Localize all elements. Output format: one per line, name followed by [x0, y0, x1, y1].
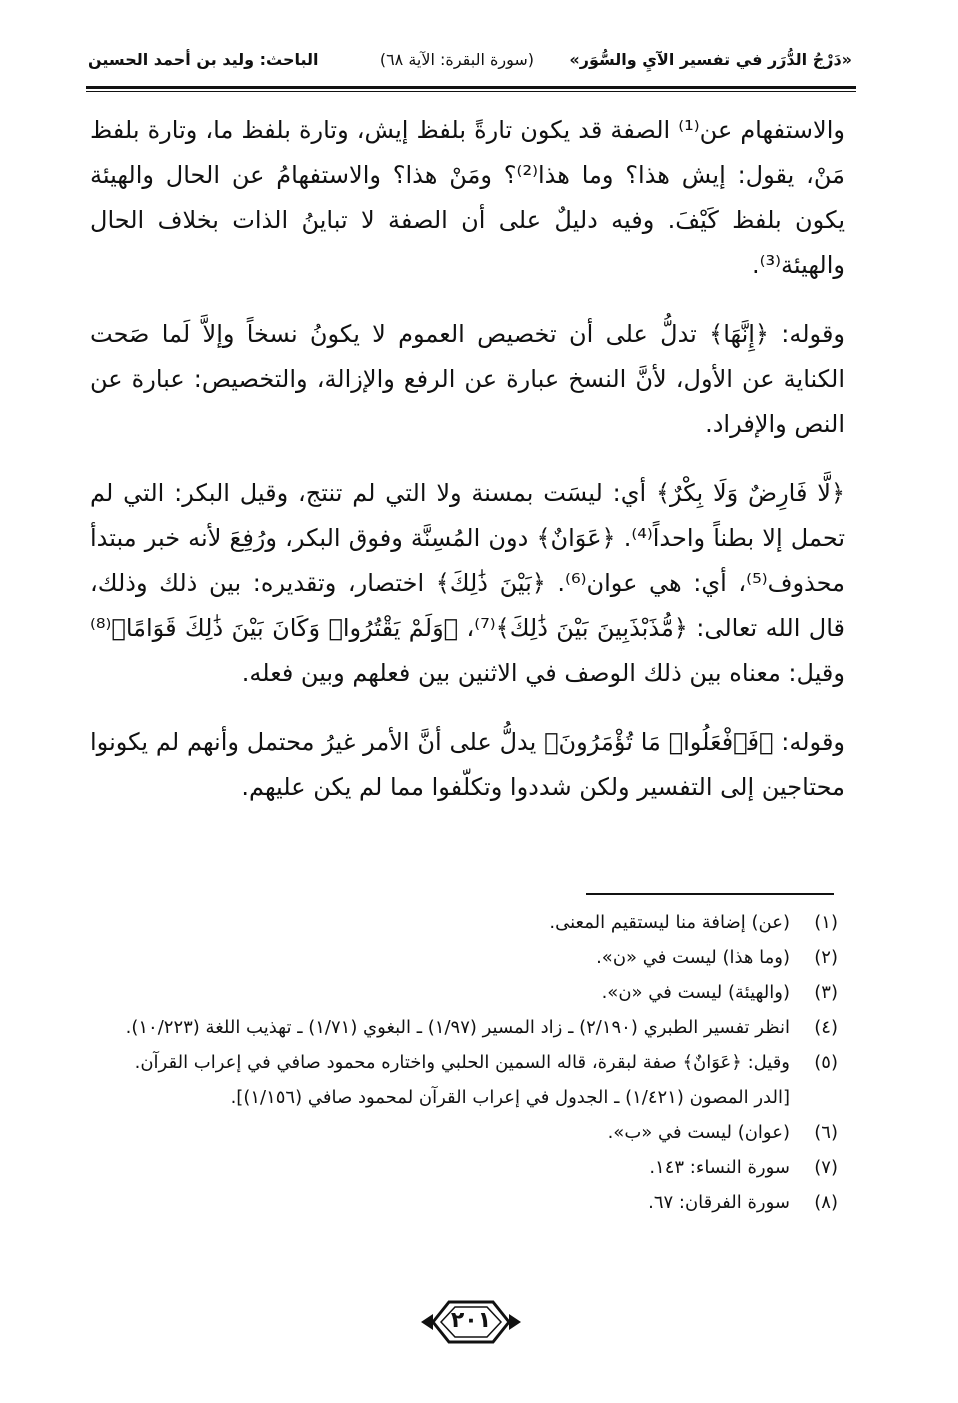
- paragraph-4: وقوله: ﴿فَٱفْعَلُوا۟ مَا تُؤْمَرُونَ﴾ يدلُّ على أنَّ الأمر غيرُ محتمل وأنهم لم يكونوا محتاجين إلى التفسير ولكن شددوا وتكلّفوا مما لم يكن عليهم.: [90, 728, 845, 801]
- footnote-text: انظر تفسير الطبري (٢/١٩٠) ـ زاد المسير (١/٩٧) ـ البغوي (١/٧١) ـ تهذيب اللغة (١٠/٢٢٣).: [125, 1017, 790, 1038]
- footnote-text: سورة الفرقان: ٦٧.: [648, 1192, 790, 1213]
- footnote-text: (عوان) ليست في «ب».: [607, 1122, 790, 1143]
- paragraph-2: وقوله: ﴿إِنَّهَا﴾ تدلُّ على أن تخصيص العموم لا يكونُ نسخاً وإلاَّ لَما صَحت الكناية عن الأول، لأنَّ النسخ عبارة عن الرفع والإزالة، والتخصيص: عبارة عن النص والإفراد.: [90, 320, 845, 438]
- paragraph-3: ﴿لَّا فَارِضٌ وَلَا بِكْرٌ﴾ أي: ليسَت بمسنة ولا التي لم تنتج، وقيل البكر: التي لم تحمل إلا بطناً واحداً⁽⁴⁾. ﴿عَوَانٌ﴾ دون المُسِنَّة وفوق البكر، ورُفِعَ لأنه خبر مبتدأ محذوف⁽⁵⁾، أي: هي عوان⁽⁶⁾. ﴿بَيْنَ ذَٰلِكَ﴾ اختصار، وتقديره: بين ذلك وذلك، قال الله تعالى: ﴿مُّذَبْذَبِينَ بَيْنَ ذَٰلِكَ﴾⁽⁷⁾، ﴿وَلَمْ يَقْتُرُوا۟ وَكَانَ بَيْنَ ذَٰلِكَ قَوَامًا﴾⁽⁸⁾ وقيل: معناه بين ذلك الوصف في الاثنين بين فعلهم وبين فعله.: [90, 479, 846, 687]
- footnote-number: (١): [814, 912, 838, 933]
- running-header: [88, 46, 852, 86]
- footnote-8: [90, 1185, 838, 1220]
- footnote-2: [90, 940, 838, 975]
- footnote-text: (والهيئة) ليست في «ن».: [601, 982, 790, 1003]
- footnote-5-continuation: [90, 1080, 838, 1115]
- footnote-1: [90, 905, 838, 940]
- footnote-text: سورة النساء: ١٤٣.: [649, 1157, 790, 1178]
- page-number: ٢٠١: [450, 1308, 492, 1333]
- footnote-6: [90, 1115, 838, 1150]
- footnote-text: [الدر المصون (١/٤٢١) ـ الجدول في إعراب القرآن لمحمود صافي (١/١٥٦)].: [230, 1087, 790, 1108]
- footnote-number: (٧): [814, 1157, 838, 1178]
- footnote-7: [90, 1150, 838, 1185]
- footnote-number: (٦): [814, 1122, 838, 1143]
- page-number-ornament: [419, 1296, 523, 1348]
- footnote-4: [90, 1010, 838, 1045]
- footnote-number: (٤): [814, 1017, 838, 1038]
- footnote-number: (٢): [814, 947, 838, 968]
- researcher-name: الباحث: وليد بن أحمد الحسين: [88, 50, 319, 69]
- paragraph-1: والاستفهام عن⁽¹⁾ الصفة قد يكون تارةً بلفظ إيش، وتارة بلفظ ما، وتارة بلفظ مَنْ، يقول: إيش هذا؟ وما هذا⁽²⁾؟ ومَنْ هذا؟ والاستفهامُ عن الحال والهيئة يكون بلفظ كَيْفَ. وفيه دليلٌ على أن الصفة لا تباينُ الذات بخلاف الحال والهيئة⁽³⁾.: [90, 116, 846, 279]
- header-rule: [86, 86, 856, 89]
- footnote-number: (٨): [814, 1192, 838, 1213]
- header-rule-thin: [86, 91, 856, 92]
- main-text: [90, 108, 845, 834]
- footnote-separator: [586, 893, 834, 895]
- footnotes: [90, 905, 838, 1220]
- book-title: «دَرْجُ الدُّرَر في تفسير الآيِ والسُّوَر»: [569, 50, 852, 69]
- footnote-text: وقيل: ﴿عَوَانٌ﴾ صفة لبقرة، قاله السمين الحلبي واختاره محمود صافي في إعراب القرآن.: [134, 1052, 790, 1073]
- footnote-3: [90, 975, 838, 1010]
- surah-reference: (سورة البقرة: الآية ٦٨): [379, 50, 534, 69]
- footnote-text: (وما هذا) ليست في «ن».: [596, 947, 790, 968]
- footnote-number: (٥): [814, 1052, 838, 1073]
- footnote-number: (٣): [814, 982, 838, 1003]
- footnote-5: [90, 1045, 838, 1080]
- footnote-text: (عن) إضافة منا ليستقيم المعنى.: [549, 912, 790, 933]
